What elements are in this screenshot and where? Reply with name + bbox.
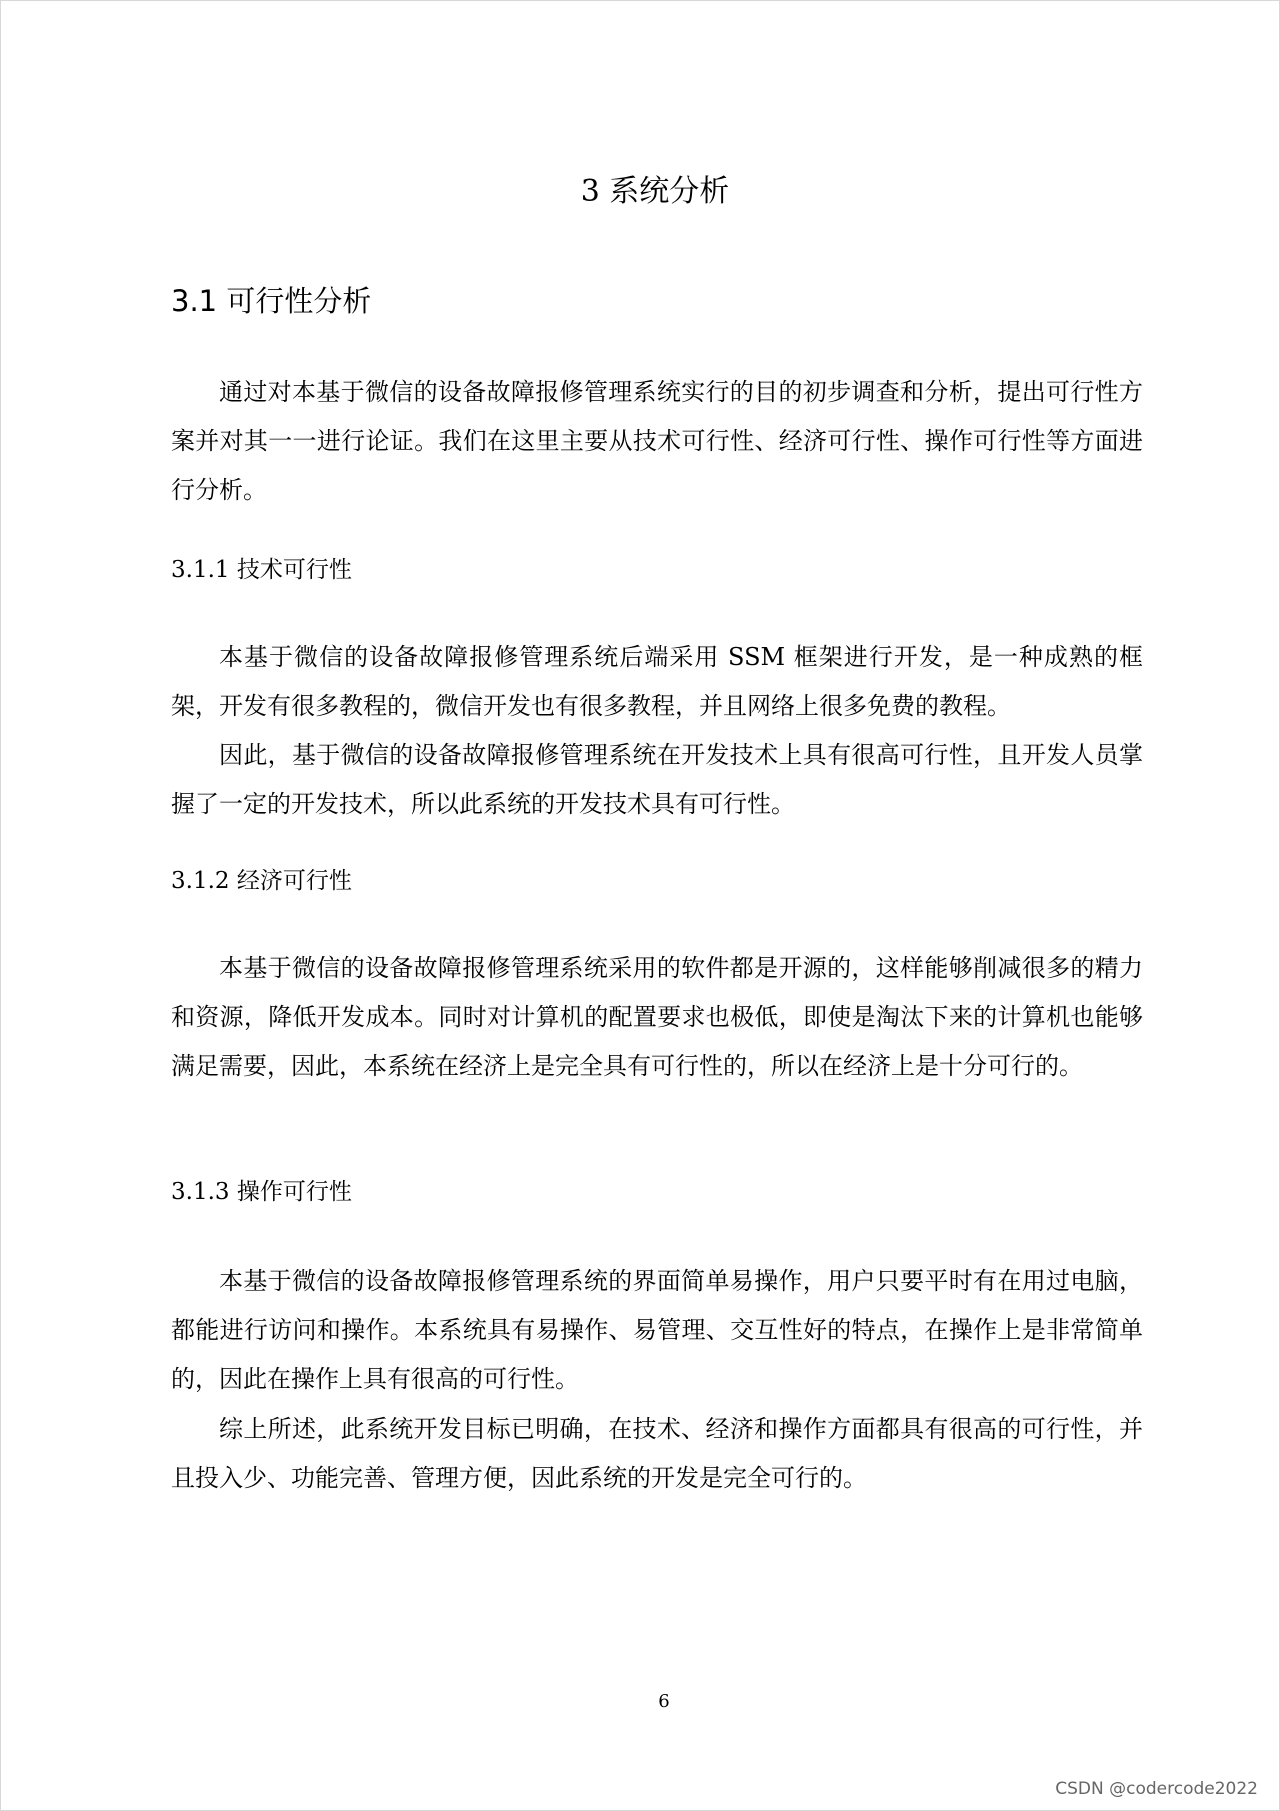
subsection-title-economic: 3.1.2 经济可行性 <box>171 868 352 894</box>
operational-paragraph-1: 本基于微信的设备故障报修管理系统的界面简单易操作，用户只要平时有在用过电脑，都能进行访问和操作。本系统具有易操作、易管理、交互性好的特点，在操作上是非常简单的，因此在操作上具有很高的可行性。 <box>171 1267 1143 1393</box>
operational-paragraph-2: 综上所述，此系统开发目标已明确，在技术、经济和操作方面都具有很高的可行性，并且投入少、功能完善、管理方便，因此系统的开发是完全可行的。 <box>171 1415 1143 1492</box>
section-intro-paragraph: 通过对本基于微信的设备故障报修管理系统实行的目的初步调查和分析，提出可行性方案并对其一一进行论证。我们在这里主要从技术可行性、经济可行性、操作可行性等方面进行分析。 <box>171 378 1143 504</box>
subsection-title-operational: 3.1.3 操作可行性 <box>171 1179 352 1205</box>
csdn-watermark: CSDN @codercode2022 <box>1055 1779 1258 1799</box>
chapter-title: 3 系统分析 <box>580 174 730 209</box>
technical-paragraph-1: 本基于微信的设备故障报修管理系统后端采用 SSM 框架进行开发，是一种成熟的框架，开发有很多教程的，微信开发也有很多教程，并且网络上很多免费的教程。 <box>171 643 1143 720</box>
section-title: 3.1 可行性分析 <box>171 284 372 318</box>
page-number: 6 <box>658 1691 670 1712</box>
technical-paragraph-2: 因此，基于微信的设备故障报修管理系统在开发技术上具有很高可行性，且开发人员掌握了一定的开发技术，所以此系统的开发技术具有可行性。 <box>171 741 1143 818</box>
economic-paragraph-1: 本基于微信的设备故障报修管理系统采用的软件都是开源的，这样能够削减很多的精力和资源，降低开发成本。同时对计算机的配置要求也极低，即使是淘汰下来的计算机也能够满足需要，因此，本系统在经济上是完全具有可行性的，所以在经济上是十分可行的。 <box>171 954 1143 1080</box>
subsection-title-technical: 3.1.1 技术可行性 <box>171 557 352 583</box>
